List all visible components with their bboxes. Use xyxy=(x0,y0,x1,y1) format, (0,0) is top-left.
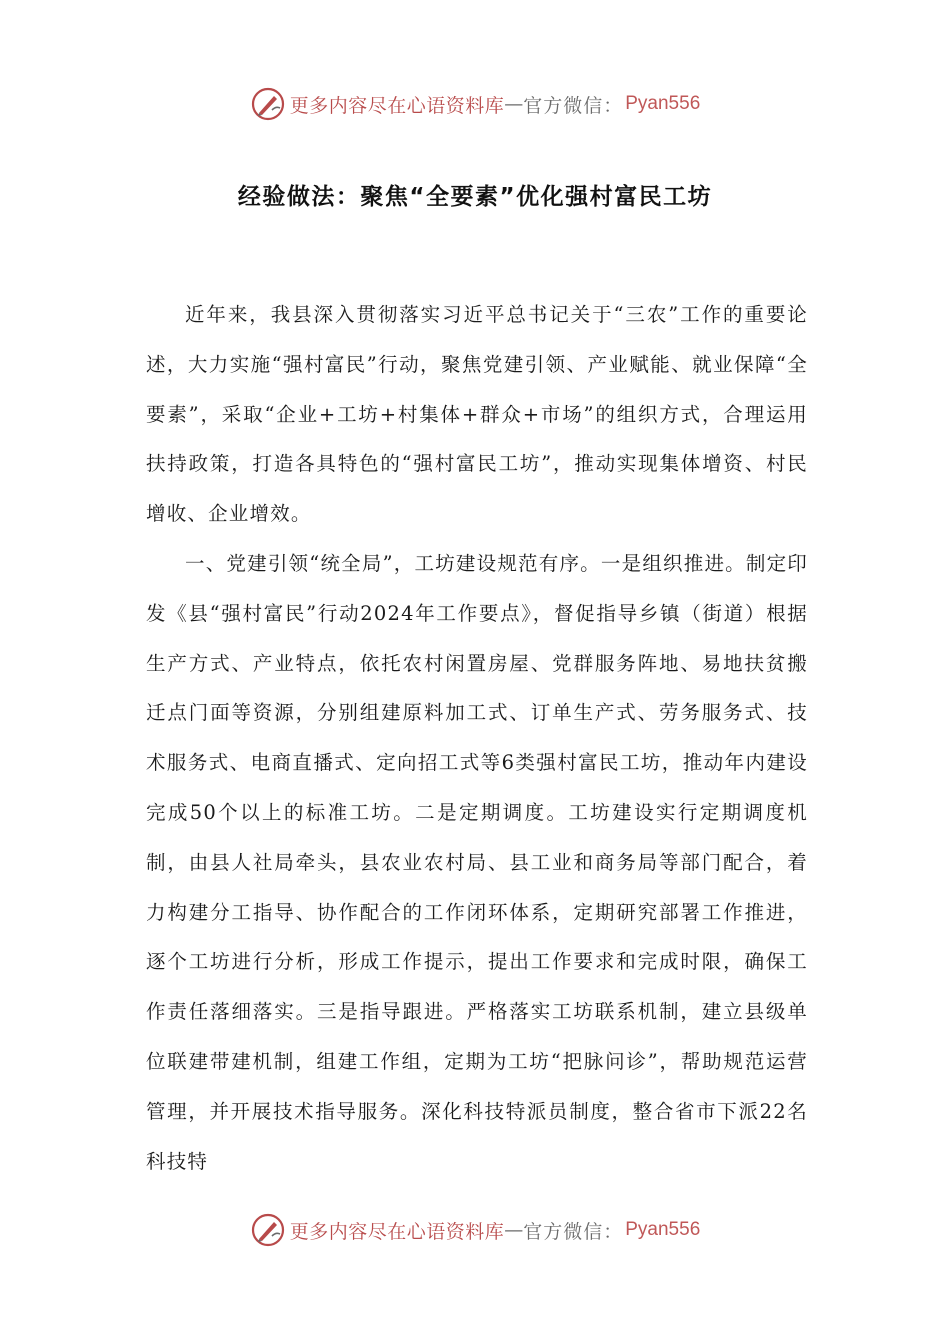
banner-slogan: 更多内容尽在心语资料库 xyxy=(289,1220,505,1243)
paragraph-intro: 近年来，我县深入贯彻落实习近平总书记关于“三农”工作的重要论述，大力实施“强村富民”行动，聚焦党建引领、产业赋能、就业保障“全要素”，采取“企业+工坊+村集体+群众+市场”的组织方式，合理运用扶持政策，打造各具特色的“强村富民工坊”，推动实现集体增资、村民增收、企业增效。 xyxy=(146,303,808,526)
banner-contact-id: Pyan556 xyxy=(625,1219,701,1240)
banner-contact-id: Pyan556 xyxy=(625,93,701,114)
banner-contact-label: 官方微信： xyxy=(523,1220,624,1243)
footer-watermark-banner xyxy=(0,1208,950,1252)
pen-logo-icon xyxy=(250,1212,286,1248)
banner-slogan: 更多内容尽在心语资料库 xyxy=(289,94,505,117)
document-body xyxy=(146,290,808,1186)
banner-separator: — xyxy=(504,1219,524,1241)
banner-separator: — xyxy=(504,93,524,115)
header-watermark-banner xyxy=(0,82,950,126)
banner-contact-label: 官方微信： xyxy=(523,94,624,117)
document-title: 经验做法：聚焦“全要素”优化强村富民工坊 xyxy=(237,184,713,210)
pen-logo-icon xyxy=(250,86,286,122)
paragraph-section-one: 一、党建引领“统全局”，工坊建设规范有序。一是组织推进。制定印发《县“强村富民”行动2024年工作要点》，督促指导乡镇（街道）根据生产方式、产业特点，依托农村闲置房屋、党群服务阵地、易地扶贫搬迁点门面等资源，分别组建原料加工式、订单生产式、劳务服务式、技术服务式、电商直播式、定向招工式等6类强村富民工坊，推动年内建设完成50个以上的标准工坊。二是定期调度。工坊建设实行定期调度机制，由县人社局牵头，县农业农村局、县工业和商务局等部门配合，着力构建分工指导、协作配合的工作闭环体系，定期研究部署工作推进，逐个工坊进行分析，形成工作提示，提出工作要求和完成时限，确保工作责任落细落实。三是指导跟进。严格落实工坊联系机制，建立县级单位联建带建机制，组建工作组，定期为工坊“把脉问诊”，帮助规范运营管理，并开展技术指导服务。深化科技特派员制度，整合省市下派22名科技特 xyxy=(146,551,808,1173)
